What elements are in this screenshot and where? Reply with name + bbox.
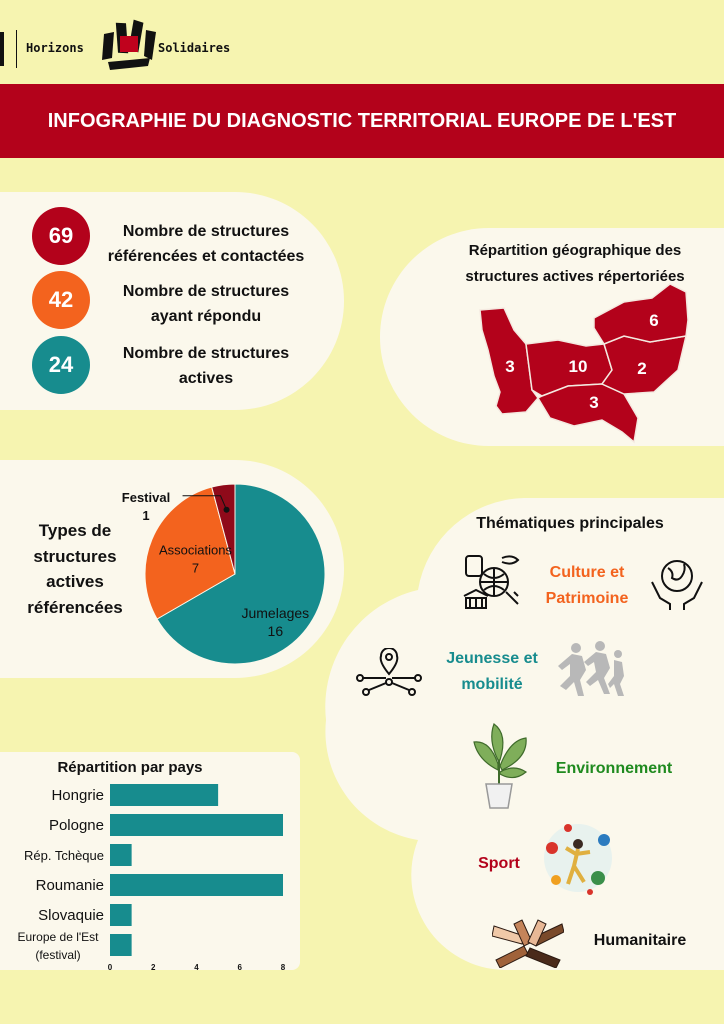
stat-circle-referenced: 69 (32, 207, 90, 265)
pie-label-jumelages: Jumelages (241, 604, 310, 621)
themes-title: Thématiques principales (476, 515, 664, 532)
pie-label-festival: Festival (121, 489, 171, 505)
pie-value-festival: 1 (142, 507, 150, 523)
culture-icon (462, 552, 524, 612)
bar-label-4: Slovaquie (38, 907, 104, 924)
stat-label-responded: Nombre de structures ayant répondu (122, 283, 290, 325)
map-value-center: 10 (568, 357, 588, 376)
bar-chart-title: Répartition par pays (57, 759, 203, 776)
page-title: INFOGRAPHIE DU DIAGNOSTIC TERRITORIAL EUROPE DE L'EST (47, 109, 677, 132)
bar-4 (110, 904, 132, 926)
bar-0 (110, 784, 218, 806)
pie-value-jumelages: 16 (267, 622, 284, 639)
bar-tick-2: 2 (151, 963, 156, 970)
stat-circle-active: 24 (32, 336, 90, 394)
stat-label-active: Nombre de structures actives (122, 345, 290, 387)
country-bar-chart (0, 752, 300, 970)
theme-humanitaire: Humanitaire (593, 932, 687, 949)
bar-2 (110, 844, 132, 866)
bar-label-5-line-1: (festival) (35, 948, 81, 962)
theme-environnement: Environnement (555, 760, 673, 777)
sport-illustration-icon (538, 818, 618, 900)
stat-label-referenced: Nombre de structures référencées et contactées (107, 223, 305, 265)
bar-tick-0: 0 (107, 963, 113, 970)
pie-value-associations: 7 (191, 560, 200, 576)
bar-3 (110, 874, 283, 896)
map-value-west: 3 (505, 357, 515, 376)
bar-tick-4: 4 (194, 963, 199, 970)
map-value-northeast: 6 (649, 311, 659, 330)
bar-label-5-line-0: Europe de l'Est (17, 930, 99, 944)
theme-jeunesse: Jeunesse et mobilité (446, 650, 538, 693)
bar-label-3: Roumanie (35, 877, 104, 894)
plant-icon (468, 720, 530, 810)
bar-tick-6: 6 (237, 963, 242, 970)
bar-tick-8: 8 (280, 963, 286, 970)
logo-text-left: Horizons (26, 41, 84, 55)
theme-sport: Sport (478, 855, 520, 872)
hands-stack-icon (492, 916, 564, 968)
map-pin-network-icon (354, 648, 424, 698)
map-value-south: 3 (589, 393, 599, 412)
theme-culture: Culture et Patrimoine (545, 564, 629, 607)
bar-label-0: Hongrie (51, 787, 104, 804)
stat-circle-responded: 42 (32, 271, 90, 329)
globe-hands-icon (648, 554, 706, 612)
bar-label-2: Rép. Tchèque (24, 848, 104, 863)
bar-label-1: Pologne (48, 817, 104, 834)
logo-text-right: Solidaires (158, 41, 231, 55)
runners-icon (554, 640, 626, 700)
bar-1 (110, 814, 283, 836)
bar-5 (110, 934, 132, 956)
pie-label-associations: Associations (158, 542, 232, 558)
map-value-east: 2 (637, 359, 647, 378)
types-title: Types de structures actives référencées (27, 521, 123, 617)
map-title: Répartition géographique des structures actives répertoriées (465, 242, 685, 285)
